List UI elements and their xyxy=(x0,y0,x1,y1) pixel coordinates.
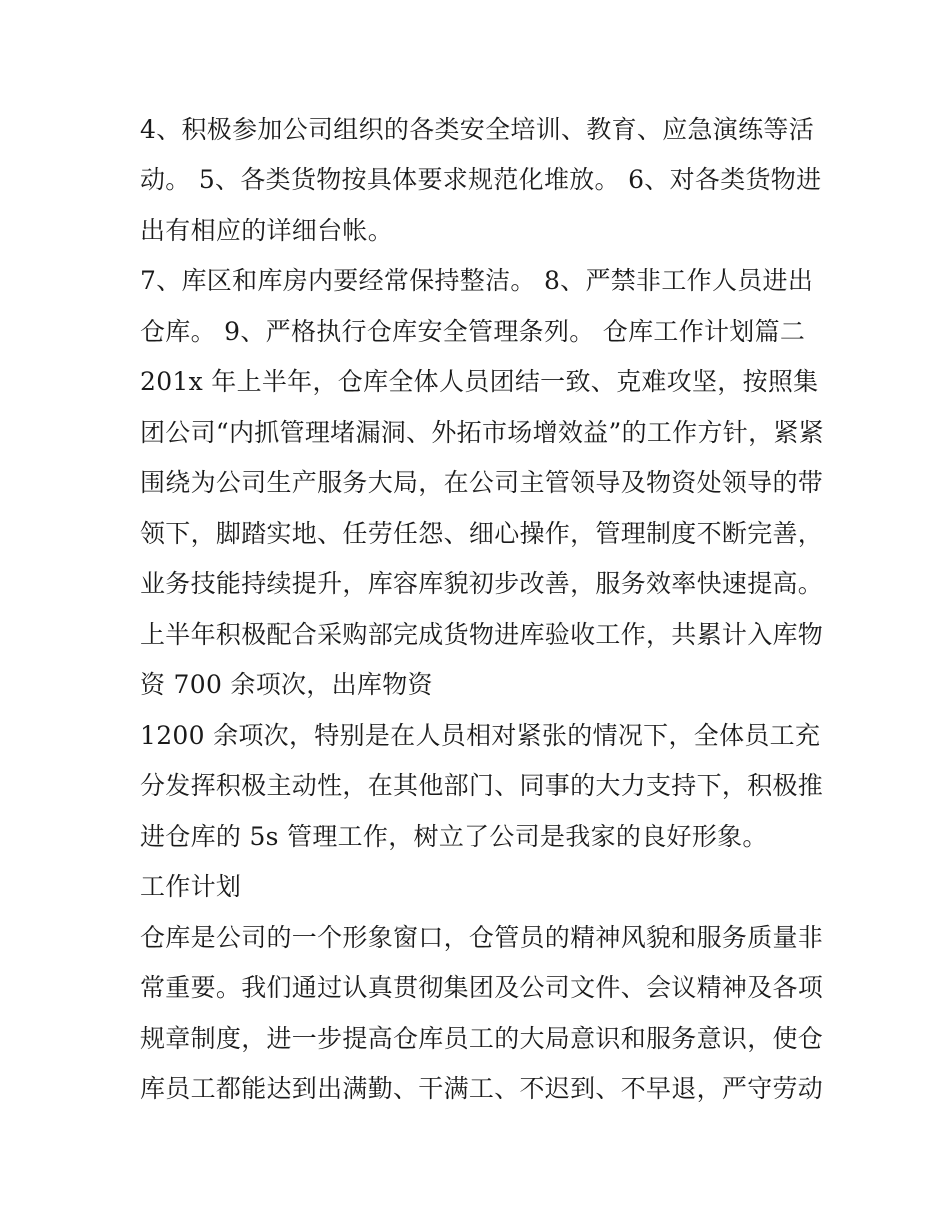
text-line: 库员工都能达到出满勤、干满工、不迟到、不早退，严守劳动 xyxy=(140,1074,824,1103)
text-line: 常重要。我们通过认真贯彻集团及公司文件、会议精神及各项 xyxy=(140,973,824,1002)
text-line: 动。 5、各类货物按具体要求规范化堆放。 6、对各类货物进 xyxy=(140,165,822,194)
text-line: 业务技能持续提升，库容库貌初步改善，服务效率快速提高。 xyxy=(140,569,824,598)
text-line: 出有相应的详细台帐。 xyxy=(140,216,394,245)
text-line: 资 700 余项次，出库物资 xyxy=(140,670,433,699)
text-line: 领下，脚踏实地、任劳任怨、细心操作，管理制度不断完善， xyxy=(140,519,824,548)
section-heading: 工作计划 xyxy=(140,872,242,901)
text-line: 仓库是公司的一个形象窗口，仓管员的精神风貌和服务质量非 xyxy=(140,923,824,952)
text-line: 围绕为公司生产服务大局，在公司主管领导及物资处领导的带 xyxy=(140,468,824,497)
text-line: 201x 年上半年，仓库全体人员团结一致、克难攻坚，按照集 xyxy=(140,367,819,396)
text-line: 分发挥积极主动性，在其他部门、同事的大力支持下，积极推 xyxy=(140,771,824,800)
text-line: 上半年积极配合采购部完成货物进库验收工作，共累计入库物 xyxy=(140,620,824,649)
text-line: 7、库区和库房内要经常保持整洁。 8、严禁非工作人员进出 xyxy=(140,266,814,295)
text-line: 团公司“内抓管理堵漏洞、外拓市场增效益”的工作方针，紧紧 xyxy=(140,418,824,447)
text-line: 进仓库的 5s 管理工作，树立了公司是我家的良好形象。 xyxy=(140,822,768,851)
text-line: 4、积极参加公司组织的各类安全培训、教育、应急演练等活 xyxy=(140,115,815,144)
text-line: 仓库。 9、严格执行仓库安全管理条列。 仓库工作计划篇二 xyxy=(140,317,806,346)
text-line: 1200 余项次，特别是在人员相对紧张的情况下，全体员工充 xyxy=(140,721,821,750)
text-line: 规章制度，进一步提高仓库员工的大局意识和服务意识，使仓 xyxy=(140,1024,824,1053)
